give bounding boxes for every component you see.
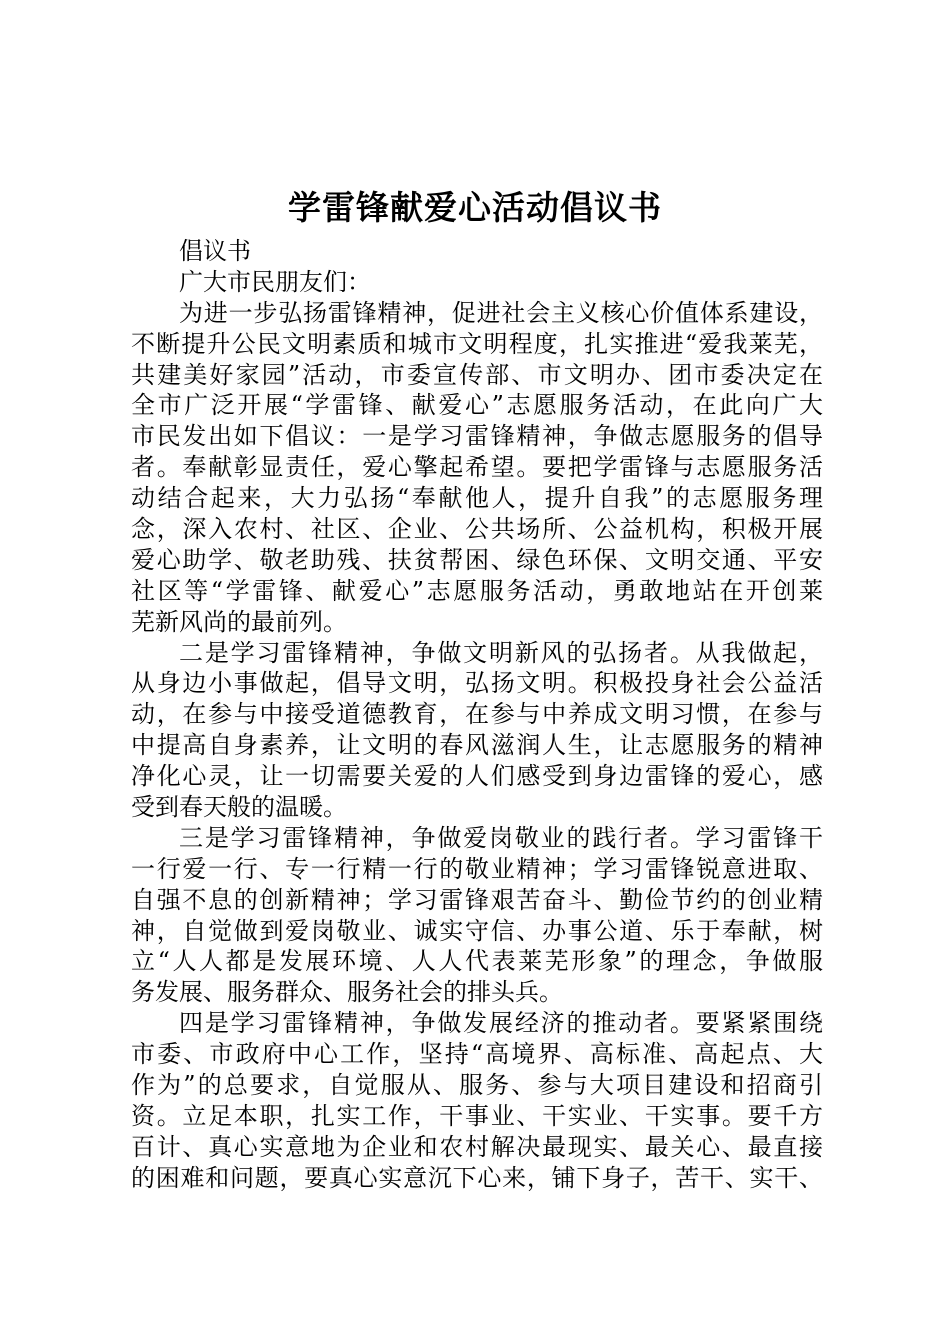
body-line: 动，在参与中接受道德教育，在参与中养成文明习惯，在参与	[131, 700, 823, 729]
body-line: 受到春天般的温暖。	[131, 793, 347, 822]
body-line: 自强不息的创新精神；学习雷锋艰苦奋斗、勤俭节约的创业精	[131, 885, 823, 914]
body-line: 共建美好家园”活动，市委宣传部、市文明办、团市委决定在	[131, 360, 823, 389]
document-title: 学雷锋献爱心活动倡议书	[288, 188, 662, 227]
body-line: 作为”的总要求，自觉服从、服务、参与大项目建设和招商引	[131, 1071, 823, 1100]
body-line: 百计、真心实意地为企业和农村解决最现实、最关心、最直接	[131, 1132, 823, 1161]
body-line: 三是学习雷锋精神，争做爱岗敬业的践行者。学习雷锋干	[179, 823, 823, 852]
body-line: 倡议书	[179, 237, 251, 265]
body-line: 芜新风尚的最前列。	[131, 607, 347, 636]
body-line: 社区等“学雷锋、献爱心”志愿服务活动，勇敢地站在开创莱	[131, 576, 823, 605]
body-line: 中提高自身素养，让文明的春风滋润人生，让志愿服务的精神	[131, 731, 823, 760]
body-line: 神，自觉做到爱岗敬业、诚实守信、办事公道、乐于奉献，树	[131, 916, 823, 945]
body-line: 动结合起来，大力弘扬“奉献他人，提升自我”的志愿服务理	[131, 484, 823, 513]
body-line: 立“人人都是发展环境、人人代表莱芜形象”的理念，争做服	[131, 947, 823, 976]
body-line: 不断提升公民文明素质和城市文明程度，扎实推进“爱我莱芜，	[131, 329, 823, 358]
body-line: 二是学习雷锋精神，争做文明新风的弘扬者。从我做起，	[179, 638, 823, 667]
body-line: 一行爱一行、专一行精一行的敬业精神；学习雷锋锐意进取、	[131, 854, 823, 883]
body-line: 念，深入农村、社区、企业、公共场所、公益机构，积极开展	[131, 515, 823, 544]
body-line: 从身边小事做起，倡导文明，弘扬文明。积极投身社会公益活	[131, 669, 823, 698]
body-line: 资。立足本职，扎实工作，干事业、干实业、干实事。要千方	[131, 1101, 823, 1130]
body-line: 为进一步弘扬雷锋精神，促进社会主义核心价值体系建设，	[179, 298, 823, 327]
body-line: 净化心灵，让一切需要关爱的人们感受到身边雷锋的爱心，感	[131, 762, 823, 791]
body-line: 全市广泛开展“学雷锋、献爱心”志愿服务活动，在此向广大	[131, 391, 823, 420]
body-line: 务发展、服务群众、服务社会的排头兵。	[131, 978, 563, 1007]
body-line: 四是学习雷锋精神，争做发展经济的推动者。要紧紧围绕	[179, 1009, 823, 1038]
body-line: 广大市民朋友们：	[179, 267, 371, 296]
body-line: 爱心助学、敬老助残、扶贫帮困、绿色环保、文明交通、平安	[131, 545, 823, 574]
document-body	[131, 236, 823, 1194]
body-line: 者。奉献彰显责任，爱心擎起希望。要把学雷锋与志愿服务活	[131, 453, 823, 482]
body-line: 市委、市政府中心工作，坚持“高境界、高标准、高起点、大	[131, 1040, 823, 1069]
body-line: 的困难和问题，要真心实意沉下心来，铺下身子，苦干、实干、	[131, 1163, 823, 1192]
body-line: 市民发出如下倡议：一是学习雷锋精神，争做志愿服务的倡导	[131, 422, 823, 451]
